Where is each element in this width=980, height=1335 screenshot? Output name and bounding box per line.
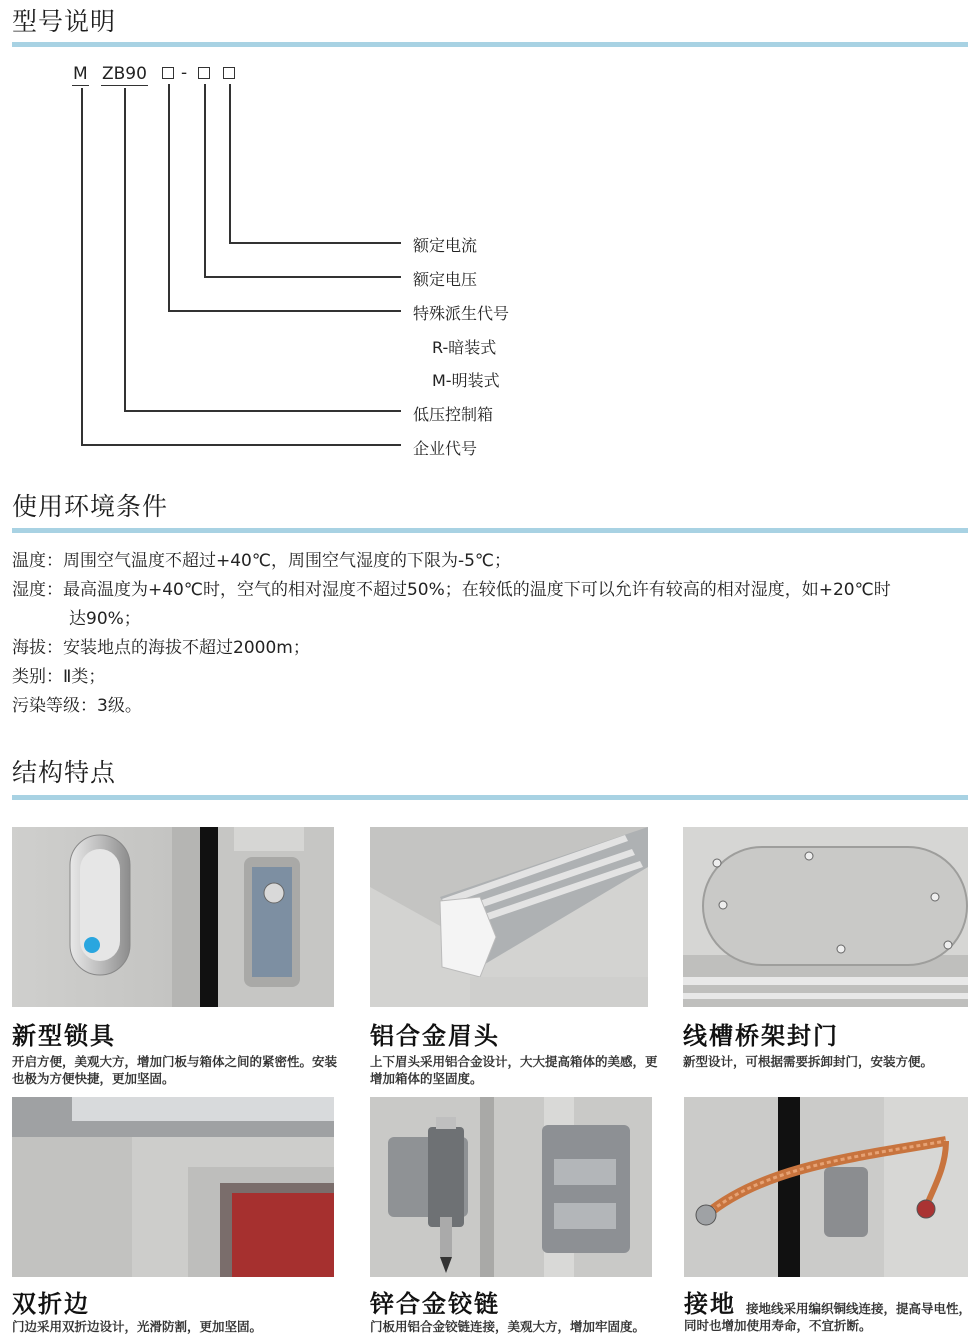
feature-title-header: 铝合金眉头: [370, 1022, 500, 1050]
feature-title-tray: 线槽桥架封门: [683, 1022, 839, 1050]
feature-title-lock: 新型锁具: [12, 1022, 116, 1050]
env-category: 类别：Ⅱ类；: [12, 667, 106, 687]
feature-desc-header: 上下眉头采用铝合金设计，大大提高箱体的美感，更增加箱体的坚固度。: [370, 1054, 658, 1086]
feature-desc-lock: 开启方便，美观大方，增加门板与箱体之间的紧密性。安装也极为方便快捷，更加坚固。: [12, 1054, 338, 1086]
connector-current: [229, 84, 231, 243]
photo-lock: [12, 827, 334, 1007]
connector-prefix: [81, 88, 83, 445]
env-altitude: 海拔：安装地点的海拔不超过2000m；: [12, 638, 310, 658]
feature-desc-hinge: 门板用铝合金铰链连接，美观大方，增加牢固度。: [370, 1319, 646, 1334]
legend-derivative-code: 特殊派生代号: [413, 304, 510, 323]
model-code-dash: -: [181, 63, 188, 83]
photo-tray-cover: [683, 827, 968, 1007]
legend-rated-voltage: 额定电压: [413, 270, 478, 289]
code-box-current: [223, 67, 235, 79]
connector-voltage: [204, 84, 206, 277]
env-temperature: 温度：周围空气温度不超过+40℃，周围空气湿度的下限为-5℃；: [12, 551, 512, 571]
section-rule: [12, 795, 968, 800]
section-title-environment: 使用环境条件: [12, 492, 169, 521]
env-pollution: 污染等级：3级。: [12, 696, 142, 716]
section-title-structure: 结构特点: [12, 758, 117, 787]
legend-concealed: R-暗装式: [432, 338, 497, 357]
code-box-derivative: [162, 67, 174, 79]
section-rule: [12, 42, 968, 47]
legend-enterprise-code: 企业代号: [413, 439, 478, 458]
feature-desc-flange: 门边采用双折边设计，光滑防割，更加坚固。: [12, 1319, 263, 1334]
photo-hinge: [370, 1097, 652, 1277]
model-code-series: ZB90: [102, 64, 147, 84]
feature-desc-tray: 新型设计，可根据需要拆卸封门，安装方便。: [683, 1054, 934, 1069]
feature-desc-grounding: 接地线采用编织铜线连接，提高导电性，同时也增加使用寿命，不宜折断。: [684, 1301, 972, 1333]
legend-rated-current: 额定电流: [413, 236, 478, 255]
photo-double-flange: [12, 1097, 334, 1277]
connector-derivative: [168, 84, 170, 311]
env-humidity-cont: 达90%；: [69, 609, 141, 629]
legend-control-box: 低压控制箱: [413, 405, 494, 424]
feature-title-grounding: 接地: [684, 1290, 736, 1318]
feature-title-hinge: 锌合金铰链: [370, 1290, 500, 1318]
section-title-model: 型号说明: [12, 7, 117, 36]
model-code-prefix: M: [73, 64, 88, 84]
connector-series: [124, 88, 126, 411]
code-box-voltage: [198, 67, 210, 79]
feature-title-flange: 双折边: [12, 1290, 90, 1318]
legend-surface: M-明装式: [432, 371, 500, 390]
env-humidity: 湿度：最高温度为+40℃时，空气的相对湿度不超过50%；在较低的温度下可以允许有较高的相对湿度，如+20℃时: [12, 580, 891, 600]
photo-aluminum-header: [370, 827, 648, 1007]
photo-grounding: [684, 1097, 968, 1277]
section-rule: [12, 528, 968, 533]
